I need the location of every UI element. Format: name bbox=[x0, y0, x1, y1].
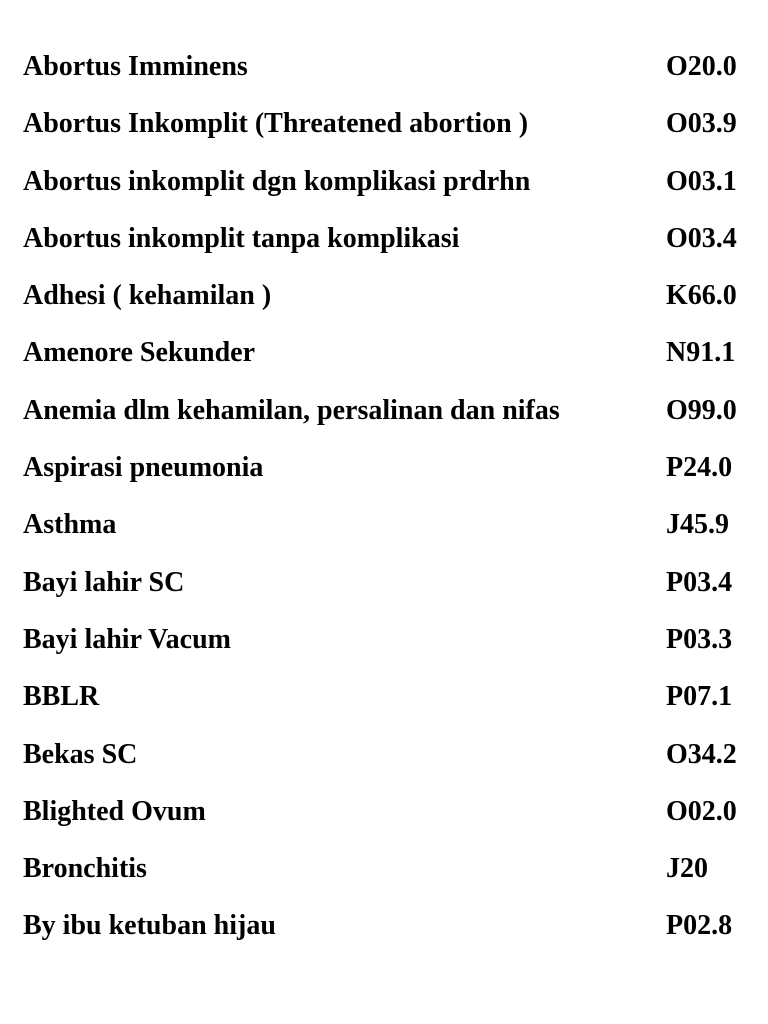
list-item bbox=[23, 45, 753, 102]
diagnosis-name: Aspirasi pneumonia bbox=[23, 452, 264, 484]
list-item bbox=[23, 102, 753, 159]
icd-code: J45.9 bbox=[666, 509, 729, 541]
list-item bbox=[23, 618, 753, 675]
icd-code: K66.0 bbox=[666, 280, 737, 312]
diagnosis-name: BBLR bbox=[23, 681, 100, 713]
icd-code: O02.0 bbox=[666, 795, 737, 827]
icd-code: P03.4 bbox=[666, 566, 733, 598]
diagnosis-name: Blighted Ovum bbox=[23, 795, 206, 827]
diagnosis-code-list bbox=[23, 45, 753, 962]
diagnosis-name: Adhesi ( kehamilan ) bbox=[23, 280, 272, 312]
diagnosis-name: Anemia dlm kehamilan, persalinan dan nifas bbox=[23, 394, 560, 426]
list-item bbox=[23, 389, 753, 446]
diagnosis-name: Abortus Inkomplit (Threatened abortion ) bbox=[23, 108, 529, 140]
list-item bbox=[23, 446, 753, 503]
list-item bbox=[23, 331, 753, 388]
icd-code: P24.0 bbox=[666, 452, 733, 484]
list-item bbox=[23, 217, 753, 274]
icd-code: P02.8 bbox=[666, 910, 733, 942]
diagnosis-name: Asthma bbox=[23, 509, 117, 541]
icd-code: O03.1 bbox=[666, 165, 737, 197]
diagnosis-name: Bronchitis bbox=[23, 853, 147, 885]
list-item bbox=[23, 904, 753, 961]
diagnosis-name: Bayi lahir Vacum bbox=[23, 623, 231, 655]
diagnosis-name: Amenore Sekunder bbox=[23, 337, 256, 369]
list-item bbox=[23, 790, 753, 847]
list-item bbox=[23, 733, 753, 790]
icd-code: O03.4 bbox=[666, 222, 737, 254]
diagnosis-name: Abortus inkomplit dgn komplikasi prdrhn bbox=[23, 165, 531, 197]
list-item bbox=[23, 675, 753, 732]
icd-code: O03.9 bbox=[666, 108, 737, 140]
icd-code: N91.1 bbox=[666, 337, 736, 369]
icd-code: O20.0 bbox=[666, 51, 737, 82]
list-item bbox=[23, 503, 753, 560]
diagnosis-name: Abortus inkomplit tanpa komplikasi bbox=[23, 222, 460, 254]
list-item bbox=[23, 847, 753, 904]
diagnosis-name: Abortus Imminens bbox=[23, 51, 248, 82]
icd-code: P07.1 bbox=[666, 681, 733, 713]
diagnosis-name: Bayi lahir SC bbox=[23, 566, 185, 598]
diagnosis-name: By ibu ketuban hijau bbox=[23, 910, 276, 942]
icd-code: J20 bbox=[666, 853, 708, 885]
icd-code: O34.2 bbox=[666, 738, 737, 770]
list-item bbox=[23, 561, 753, 618]
icd-code: P03.3 bbox=[666, 623, 733, 655]
list-item bbox=[23, 274, 753, 331]
icd-code: O99.0 bbox=[666, 394, 737, 426]
list-item bbox=[23, 160, 753, 217]
diagnosis-name: Bekas SC bbox=[23, 738, 138, 770]
